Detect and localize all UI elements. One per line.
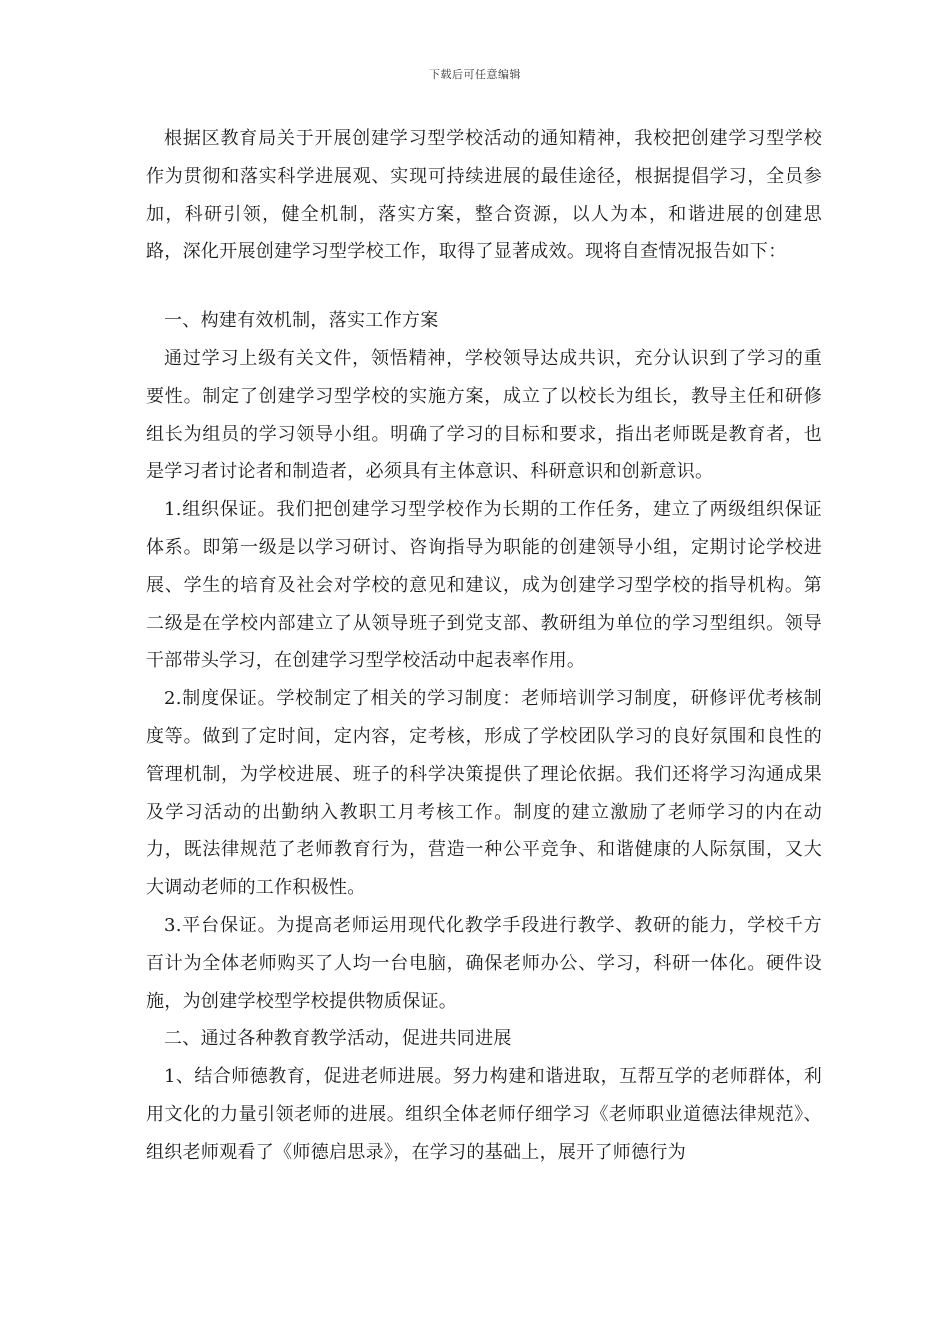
document-body <box>146 120 822 1172</box>
section-spacer <box>146 271 822 302</box>
header-note: 下载后可任意编辑 <box>429 68 521 81</box>
intro-paragraph: 根据区教育局关于开展创建学习型学校活动的通知精神，我校把创建学习型学校作为贯彻和落实科学进展观、实现可持续进展的最佳途径，根据提倡学习，全员参加，科研引领，健全机制，落实方案，整合资源，以人为本，和谐进展的创建思路，深化开展创建学习型学校工作，取得了显著成效。现将自查情况报告如下： <box>146 128 822 263</box>
section1-item-2: 2.制度保证。学校制定了相关的学习制度：老师培训学习制度，研修评优考核制度等。做到了定时间，定内容，定考核，形成了学校团队学习的良好氛围和良性的管理机制，为学校进展、班子的科学决策提供了理论依据。我们还将学习沟通成果及学习活动的出勤纳入教职工月考核工作。制度的建立激励了老师学习的内在动力，既法律规范了老师教育行为，营造一种公平竞争、和谐健康的人际氛围，又大大调动老师的工作积极性。 <box>146 688 822 899</box>
section1-heading: 一、构建有效机制，落实工作方案 <box>164 310 439 332</box>
section1-item-1: 1.组织保证。我们把创建学习型学校作为长期的工作任务，建立了两级组织保证体系。即第一级是以学习研讨、咨询指导为职能的创建领导小组，定期讨论学校进展、学生的培育及社会对学校的意见和建议，成为创建学习型学校的指导机构。第二级是在学校内部建立了从领导班子到党支部、教研组为单位的学习型组织。领导干部带头学习，在创建学习型学校活动中起表率作用。 <box>146 499 822 672</box>
section2-heading: 二、通过各种教育教学活动，促进共同进展 <box>164 1028 512 1050</box>
section1-item-3: 3.平台保证。为提高老师运用现代化教学手段进行教学、教研的能力，学校千方百计为全体老师购买了人均一台电脑，确保老师办公、学习，科研一体化。硬件设施，为创建学校型学校提供物质保证。 <box>146 914 822 1012</box>
section2-item-1: 1、结合师德教育，促进老师进展。努力构建和谐进取，互帮互学的老师群体，利用文化的力量引领老师的进展。组织全体老师仔细学习《老师职业道德法律规范》、组织老师观看了《师德启思录》，在学习的基础上，展开了师德行为 <box>146 1066 822 1163</box>
section1-paragraph: 通过学习上级有关文件，领悟精神，学校领导达成共识，充分认识到了学习的重要性。制定了创建学习型学校的实施方案，成立了以校长为组长，教导主任和研修组长为组员的学习领导小组。明确了学习的目标和要求，指出老师既是教育者，也是学习者讨论者和制造者，必须具有主体意识、科研意识和创新意识。 <box>146 347 822 483</box>
